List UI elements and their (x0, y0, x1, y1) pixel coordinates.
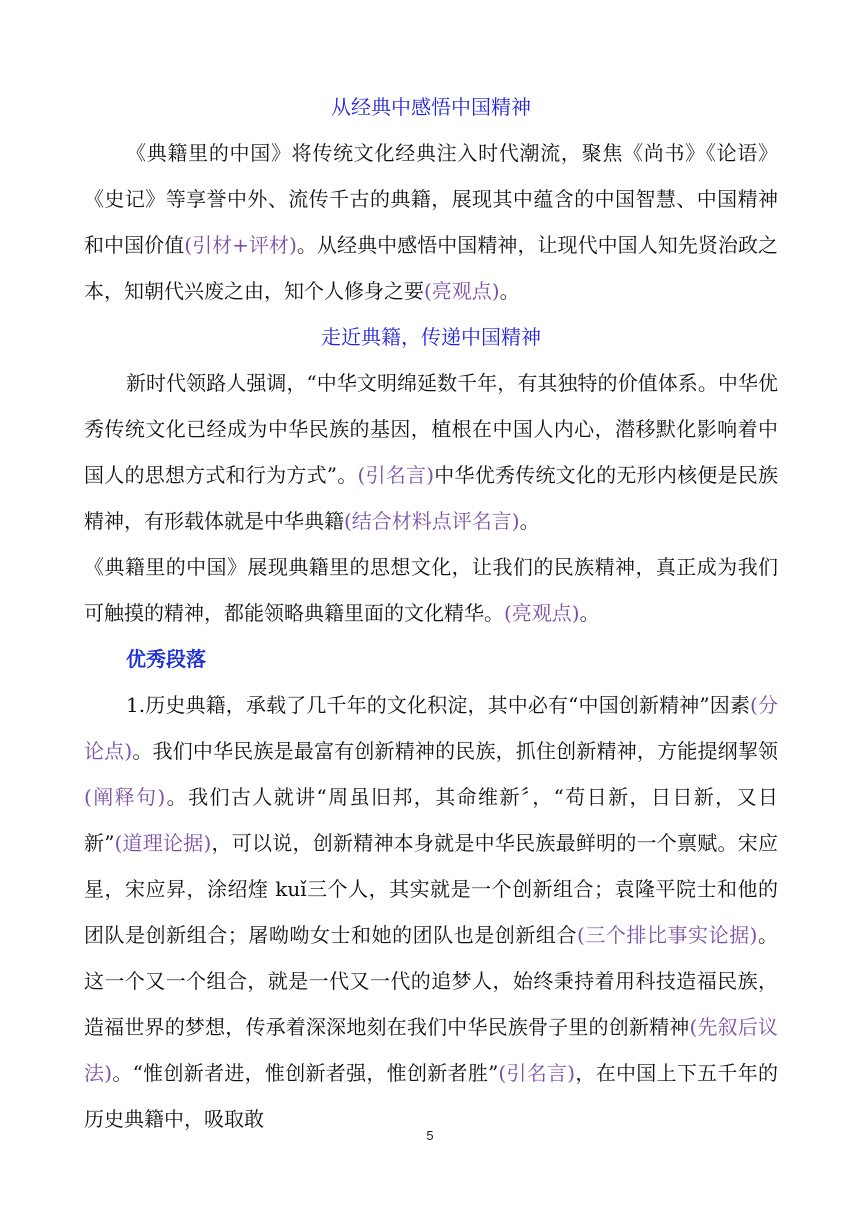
annotation-note: (引名言) (498, 1061, 576, 1085)
annotation-note: (三个排比事实论据) (576, 923, 758, 947)
paragraph-text: 中华优秀传统文化的无形内核便是民族精神，有形载体就是中华典籍 (84, 463, 779, 533)
annotation-note: (先叙后议法) (84, 1015, 778, 1085)
paragraph-text: ，在中国上下五千年的历史典籍中，吸取敢 (84, 1061, 779, 1131)
paragraph-text: 《典籍里的中国》展现典籍里的思想文化，让我们的民族精神，真正成为我们可触摸的精神，都能领略典籍里面的文化精华。 (84, 555, 778, 625)
annotation-note: (结合材料点评名言) (344, 509, 520, 533)
paragraph-text: 。这一个又一个组合，就是一代又一代的追梦人，始终秉持着用科技造福民族，造福世界的梦想，传承着深深地刻在我们中华民族骨子里的创新精神 (84, 923, 779, 1039)
annotation-note: (道理论据) (114, 831, 212, 855)
section-title-approach: 走近典籍，传递中国精神 (321, 325, 541, 349)
paragraph-text: 新时代领路人强调，“中华文明绵延数千年，有其独特的价值体系。中华优秀传统文化已经成为中华民族的基因，植根在中国人内心，潜移默化影响着中国人的思想方式和行为方式”。 (84, 371, 778, 487)
annotation-note: (亮观点) (504, 601, 580, 625)
excellent-paragraphs-heading: 优秀段落 (126, 647, 206, 671)
paragraph-excellent-1 (84, 682, 778, 1142)
paragraph-text: 1.历史典籍，承载了几千年的文化积淀，其中必有“中国创新精神”因素 (126, 693, 751, 717)
paragraph-text: 。从经典中感悟中国精神，让现代中国人知先贤治政之本，知朝代兴废之由，知个人修身之要 (84, 233, 779, 303)
paragraph-text: 。“惟创新者进，惟创新者强，惟创新者胜” (112, 1061, 499, 1085)
annotation-note: (亮观点) (424, 279, 500, 303)
annotation-note: (引材+评材) (184, 233, 297, 257)
paragraph-approach-continued (84, 544, 778, 636)
annotation-note: (引名言) (357, 463, 435, 487)
paragraph-text: 。 (519, 509, 540, 533)
annotation-note: (阐释句) (84, 785, 166, 809)
document-page (84, 84, 778, 1142)
paragraph-approach (84, 360, 778, 544)
section-title-classics: 从经典中感悟中国精神 (331, 95, 531, 119)
paragraph-classics (84, 130, 778, 314)
paragraph-text: 。 (499, 279, 520, 303)
paragraph-text: 。 (579, 601, 600, 625)
page-number: 5 (426, 1128, 434, 1143)
paragraph-text: ，可以说，创新精神本身就是中华民族最鲜明的一个禀赋。宋应星，宋应昇，涂绍煃 kuǐ三个人，其实就是一个创新组合；袁隆平院士和他的团队是创新组合；屠呦呦女士和她的团队也是创新组合 (84, 831, 778, 947)
paragraph-text: 。我们古人就讲“周虽旧邦，其命维新〞，“苟日新，日日新，又日新” (84, 785, 778, 855)
paragraph-text: 《典籍里的中国》将传统文化经典注入时代潮流，聚焦《尚书》《论语》《史记》等享誉中外、流传千古的典籍，展现其中蕴含的中国智慧、中国精神和中国价值 (84, 141, 778, 257)
paragraph-text: 。我们中华民族是最富有创新精神的民族，抓住创新精神，方能提纲挈领 (132, 739, 778, 763)
annotation-note: (分论点) (84, 693, 778, 763)
